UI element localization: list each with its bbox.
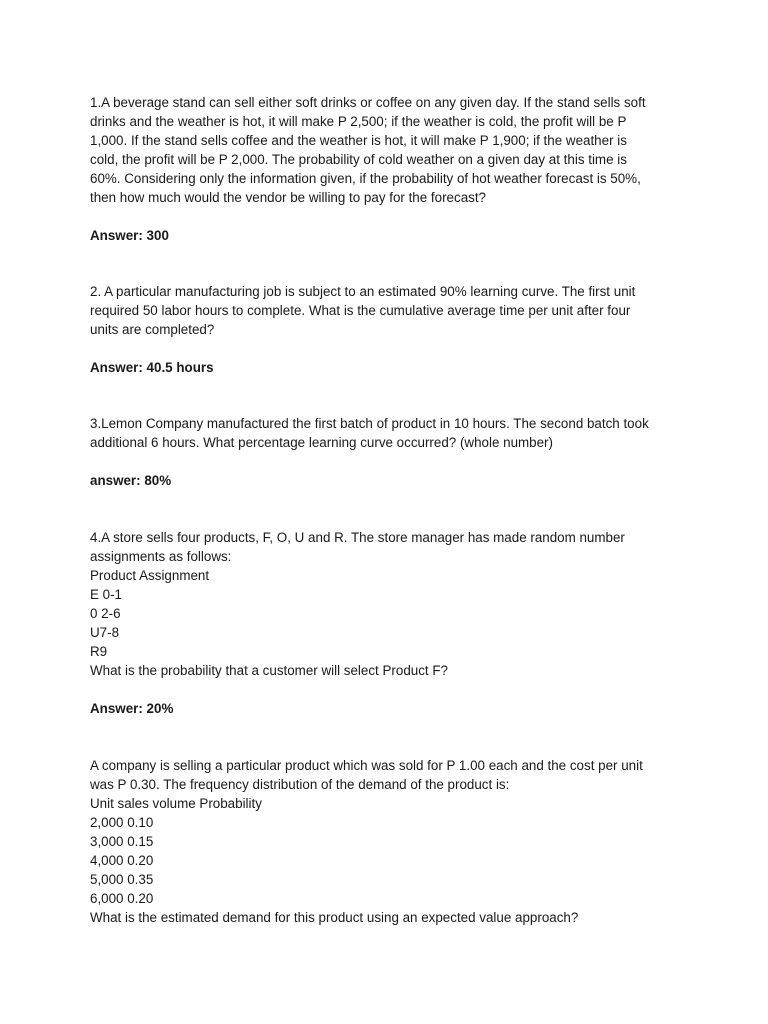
- answer-2: Answer: 40.5 hours: [90, 360, 214, 375]
- question-4-line-4: E 0-1: [90, 587, 123, 602]
- question-3-line-1: 3.Lemon Company manufactured the first batch of product in 10 hours. The second batch took: [90, 416, 649, 431]
- question-5-line-7: 5,000 0.35: [90, 872, 154, 887]
- question-3-line-2: additional 6 hours. What percentage learning curve occurred? (whole number): [90, 435, 553, 450]
- question-5-line-3: Unit sales volume Probability: [90, 796, 262, 811]
- question-5-line-2: was P 0.30. The frequency distribution of the demand of the product is:: [90, 777, 510, 792]
- question-4-line-8: What is the probability that a customer will select Product F?: [90, 663, 448, 678]
- question-1-line-4: cold, the profit will be P 2,000. The probability of cold weather on a given day at this time is: [90, 152, 627, 167]
- question-4-line-5: 0 2-6: [90, 606, 121, 621]
- question-1: [90, 93, 690, 207]
- question-2-line-3: units are completed?: [90, 322, 215, 337]
- question-1-line-1: 1.A beverage stand can sell either soft drinks or coffee on any given day. If the stand sells soft: [90, 95, 646, 110]
- answer-1: Answer: 300: [90, 228, 169, 243]
- question-4: [90, 528, 690, 680]
- question-1-line-3: 1,000. If the stand sells coffee and the weather is hot, it will make P 1,900; if the weather is: [90, 133, 627, 148]
- answer-4: Answer: 20%: [90, 701, 174, 716]
- question-4-line-2: assignments as follows:: [90, 549, 232, 564]
- question-4-line-1: 4.A store sells four products, F, O, U and R. The store manager has made random number: [90, 530, 625, 545]
- question-1-line-5: 60%. Considering only the information given, if the probability of hot weather forecast is 50%,: [90, 171, 641, 186]
- question-2: [90, 282, 690, 339]
- question-5-line-8: 6,000 0.20: [90, 891, 154, 906]
- question-5: [90, 756, 690, 927]
- question-5-line-6: 4,000 0.20: [90, 853, 154, 868]
- question-5-line-9: What is the estimated demand for this product using an expected value approach?: [90, 910, 579, 925]
- question-4-line-7: R9: [90, 644, 108, 659]
- question-3: [90, 414, 690, 452]
- answer-3: answer: 80%: [90, 473, 172, 488]
- question-5-line-4: 2,000 0.10: [90, 815, 154, 830]
- question-4-line-3: Product Assignment: [90, 568, 210, 583]
- question-2-line-1: 2. A particular manufacturing job is subject to an estimated 90% learning curve. The first unit: [90, 284, 636, 299]
- question-4-line-6: U7-8: [90, 625, 120, 640]
- question-1-line-6: then how much would the vendor be willing to pay for the forecast?: [90, 190, 486, 205]
- question-5-line-5: 3,000 0.15: [90, 834, 154, 849]
- question-2-line-2: required 50 labor hours to complete. What is the cumulative average time per unit after four: [90, 303, 631, 318]
- question-1-line-2: drinks and the weather is hot, it will make P 2,500; if the weather is cold, the profit will be P: [90, 114, 627, 129]
- question-5-line-1: A company is selling a particular product which was sold for P 1.00 each and the cost per unit: [90, 758, 643, 773]
